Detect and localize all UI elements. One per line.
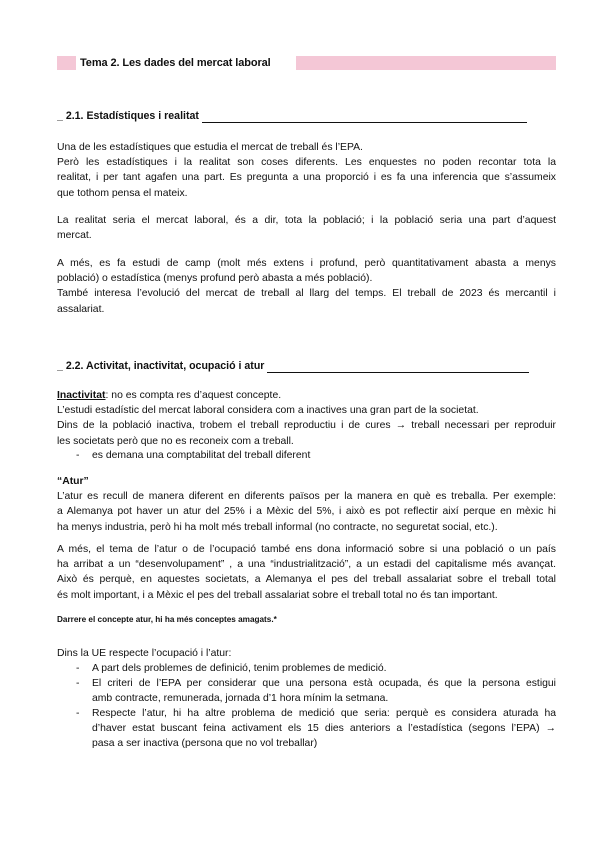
section-2-2-heading bbox=[57, 360, 554, 373]
dash-bullet: - bbox=[76, 708, 80, 719]
list-item-text: es demana una comptabilitat del treball diferent bbox=[92, 450, 311, 461]
text-line: El criteri de l’EPA per considerar que una persona està ocupada, és que la persona estigui bbox=[92, 678, 556, 689]
dash-bullet: - bbox=[76, 678, 80, 689]
text-line: També interesa l’evolució del mercat de treball al llarg del temps. El treball de 2023 és mercantil i bbox=[57, 288, 556, 300]
paragraph-realitat bbox=[57, 213, 556, 243]
note-atur bbox=[57, 612, 556, 627]
paragraph-desenvolupament bbox=[57, 542, 556, 603]
text-line: Dins la UE respecte l’ocupació i l’atur: bbox=[57, 648, 232, 659]
text-line: Dins de la població inactiva, trobem el treball reproductiu i de cures → treball necessari per reproduir bbox=[57, 420, 556, 432]
text-line: pasa a ser inactiva (persona que no vol treballar) bbox=[92, 738, 318, 750]
term-inactivitat: Inactivitat bbox=[57, 390, 106, 401]
text-line: d’haver estat buscant feina activament els 15 dies anteriors a l’estadística (segons l’EPA) → bbox=[92, 723, 556, 735]
list-item-text bbox=[92, 706, 556, 752]
text-fragment: : no es compta res d’aquest concepte. bbox=[105, 390, 282, 401]
text-line: realitat, i per tant agafen una part. Es pregunta a una proporció i es fa una inferencia que s’assumeix bbox=[57, 172, 556, 184]
paragraph-atur bbox=[57, 474, 556, 535]
paragraph-estudi-camp bbox=[57, 256, 556, 317]
page-title: Tema 2. Les dades del mercat laboral bbox=[80, 57, 271, 69]
text-line: a Alemanya pot haver un atur del 25% i a Mèxic del 5%, i això es pot reflectir així perque en mèxic hi bbox=[57, 506, 556, 518]
text-line: amb contracte, remunerada, jornada d’1 hora mínim la setmana. bbox=[92, 693, 389, 705]
paragraph-epa bbox=[57, 140, 556, 201]
text-line: Respecte l’atur, hi ha altre problema de medició que seria: perquè es considera aturada ha bbox=[92, 708, 556, 719]
paragraph-ue-intro bbox=[57, 646, 556, 661]
section-2-2-heading-text: _ 2.2. Activitat, inactivitat, ocupació i atur bbox=[57, 360, 265, 372]
list-item-text bbox=[92, 676, 556, 706]
atur-heading: “Atur” bbox=[57, 476, 89, 487]
text-line: Però les estadístiques i la realitat son coses diferents. Les enquestes no poden recontar tota la bbox=[57, 157, 556, 169]
text-line: La realitat seria el mercat laboral, és a dir, tota la població; i la població seria una part d’aquest bbox=[57, 215, 556, 226]
dash-bullet: - bbox=[76, 450, 80, 461]
text-line: L’estudi estadístic del mercat laboral considera com a inactives una gran part de la societat. bbox=[57, 405, 479, 417]
paragraph-inactivitat bbox=[57, 388, 556, 449]
heading-rule bbox=[267, 362, 529, 373]
dash-bullet: - bbox=[76, 663, 80, 674]
title-highlight-right bbox=[296, 56, 556, 70]
text-line: ha menys industria, però hi ha molt més treball informal (no contracte, no seguretat social, etc.). bbox=[57, 521, 498, 533]
text-line: mercat. bbox=[57, 230, 92, 242]
text-line: A més, el tema de l’atur o de l’ocupació també ens dona informació sobre si una població o un país bbox=[57, 544, 556, 555]
title-highlight-left bbox=[57, 56, 76, 70]
text-line: A més, es fa estudi de camp (molt més extens i profund, però quantitativament abasta a menys bbox=[57, 258, 556, 269]
heading-rule bbox=[202, 112, 527, 123]
section-2-1-heading-text: _ 2.1. Estadístiques i realitat bbox=[57, 110, 199, 122]
text-line: és molt important, i a Mèxic el pes del treball assalariat sobre el treball total no és tan important. bbox=[57, 589, 498, 601]
text-line bbox=[57, 388, 556, 403]
text-line: les societats però que no es reconeix com a treball. bbox=[57, 435, 294, 447]
text-line: L’atur es recull de manera diferent en diferents països per la manera en què es treballa. Per exemple: bbox=[57, 491, 556, 503]
text-line: Una de les estadístiques que estudia el mercat de treball és l’EPA. bbox=[57, 142, 363, 153]
page-title-bar bbox=[57, 56, 556, 70]
text-line: A part dels problemes de definició, tenim problemes de medició. bbox=[92, 663, 387, 674]
text-line: que tothom pensa el mateix. bbox=[57, 187, 188, 199]
text-line: ha arribat a un “desenvolupament” , a una “industrialització”, a un estadi del capitalisme més avançat. bbox=[57, 559, 556, 571]
section-2-1-heading bbox=[57, 110, 554, 123]
list-item-text bbox=[92, 661, 556, 676]
text-line: Això és perquè, en aquestes societats, a Alemanya el pes del treball assalariat sobre el treball total bbox=[57, 574, 556, 586]
text-line: població) o estadística (menys profund però abasta a més població). bbox=[57, 273, 373, 285]
text-line: assalariat. bbox=[57, 303, 105, 315]
text-line: Darrere el concepte atur, hi ha més conceptes amagats.* bbox=[57, 615, 277, 624]
